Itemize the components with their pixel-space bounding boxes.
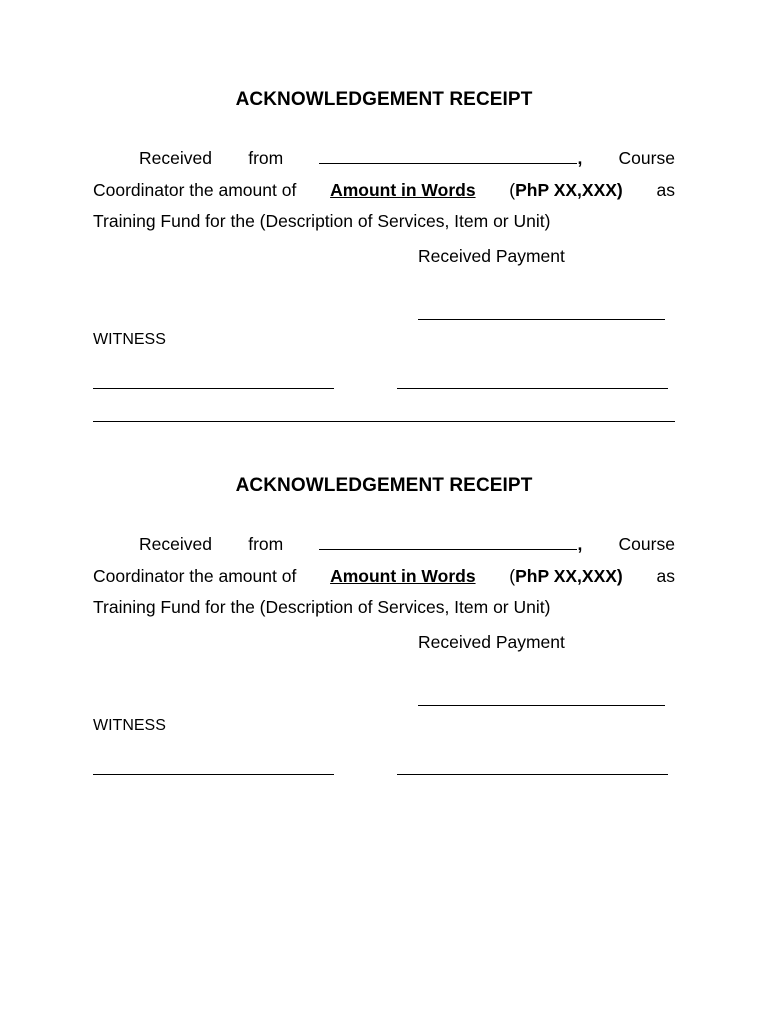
receipt-body (93, 529, 675, 624)
payer-blank-group (319, 529, 582, 561)
receipt-title: ACKNOWLEDGEMENT RECEIPT (235, 89, 533, 110)
blank-comma: , (577, 148, 583, 168)
course-word: Course (618, 148, 675, 168)
amount-in-words: Amount in Words (330, 565, 476, 586)
second-signature-line[interactable] (397, 388, 668, 389)
received-payment-signature-line[interactable] (418, 705, 665, 706)
as-word: as (656, 565, 675, 586)
blank-comma: , (577, 534, 583, 554)
receipt-line-1 (93, 529, 675, 561)
php-amount: PhP XX,XXX) (515, 565, 623, 586)
payer-name-blank[interactable] (319, 534, 577, 550)
coordinator-text: Coordinator the amount of (93, 179, 297, 200)
coordinator-text: Coordinator the amount of (93, 565, 297, 586)
received-payment-label: Received Payment (418, 246, 565, 266)
witness-signature-line[interactable] (93, 388, 334, 389)
payer-blank-group (319, 143, 582, 175)
received-payment-signature-line[interactable] (418, 319, 665, 320)
course-word: Course (618, 534, 675, 554)
witness-signature-line[interactable] (93, 774, 334, 775)
receipt-title: ACKNOWLEDGEMENT RECEIPT (235, 475, 533, 496)
received-payment-label: Received Payment (418, 632, 565, 652)
paren-open: ( (509, 565, 516, 586)
receipt-2 (93, 475, 675, 734)
receipt-body (93, 143, 675, 238)
receipt-line-2 (93, 561, 675, 593)
payer-name-blank[interactable] (319, 148, 577, 164)
witness-label: WITNESS (93, 717, 166, 734)
section-divider (93, 421, 675, 422)
from-word: from (248, 148, 284, 168)
as-word: as (656, 179, 675, 200)
second-signature-line[interactable] (397, 774, 668, 775)
receipt-line-2 (93, 175, 675, 207)
receipt-line-1 (93, 143, 675, 175)
received-word: Received (139, 534, 212, 554)
receipt-line-3: Training Fund for the (Description of Services, Item or Unit) (93, 597, 551, 617)
from-word: from (248, 534, 284, 554)
witness-label: WITNESS (93, 331, 166, 348)
amount-in-words: Amount in Words (330, 179, 476, 200)
paren-open: ( (509, 179, 516, 200)
php-amount: PhP XX,XXX) (515, 179, 623, 200)
receipt-line-3: Training Fund for the (Description of Services, Item or Unit) (93, 211, 551, 231)
received-word: Received (139, 148, 212, 168)
receipt-1 (93, 89, 675, 348)
